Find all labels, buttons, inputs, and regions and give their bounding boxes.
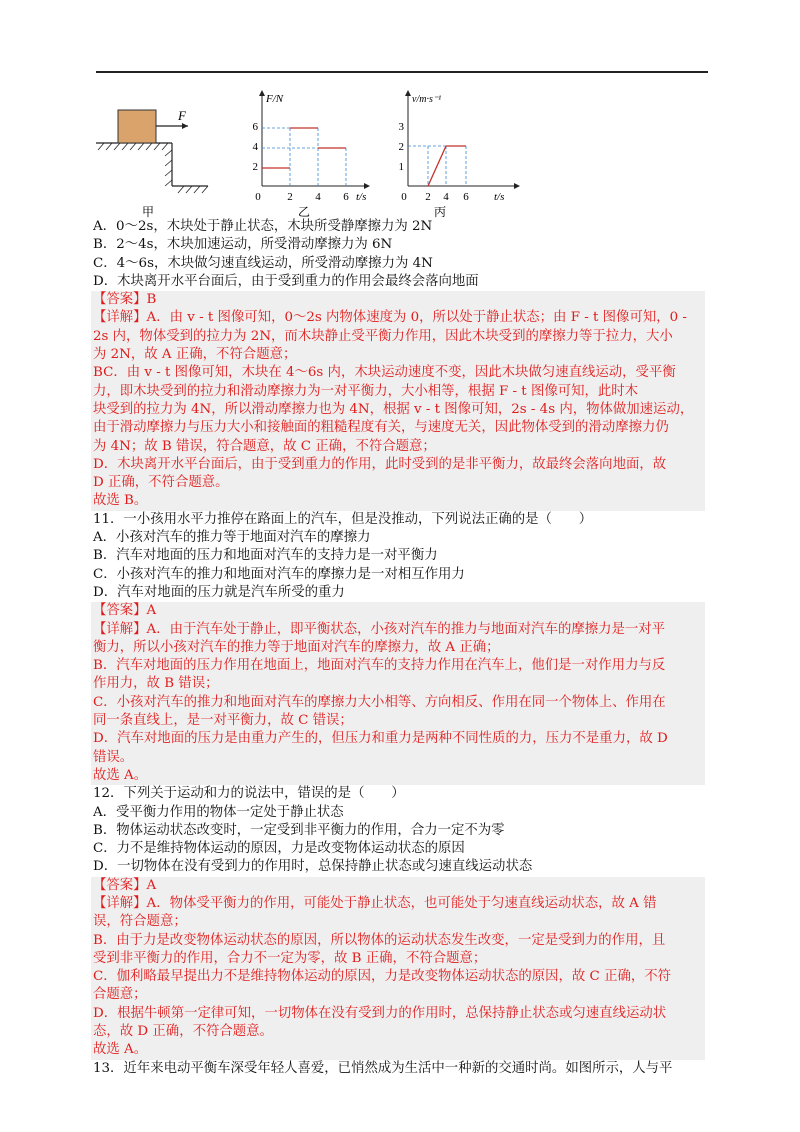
bing-ytick: 3 [398,121,404,133]
explanation-line: 为 2N，故 A 正确，不符合题意； [93,347,297,363]
yi-xtick: 6 [343,191,349,203]
explanation-line: 同一条直线上，是一对平衡力，故 C 错误； [93,713,353,729]
explanation-line: 由于滑动摩擦力与压力大小和接触面的粗糙程度有关，与速度无关，因此物体受到的滑动摩擦力仍 [93,420,669,436]
q11-options [93,529,705,602]
option: A．小孩对汽车的推力等于地面对汽车的摩擦力 [93,530,371,546]
q12-stem: 12．下列关于运动和力的说法中，错误的是（ ） [93,786,405,802]
q13-stem: 13．近年来电动平衡车深受年轻人喜爱，已悄然成为生活中一种新的交通时尚。如图所示，人与平 [93,1060,673,1076]
option: D．汽车对地面的压力就是汽车所受的重力 [93,584,345,600]
yi-xlabel: t/s [356,191,367,203]
q10-options [93,218,705,291]
bing-ytick: 1 [398,161,404,173]
explanation-line: 合题意； [93,987,147,1003]
explanation-line: C．伽利略最早提出力不是维持物体运动的原因，力是改变物体运动状态的原因，故 C 正确，不符 [93,969,672,985]
option: B．物体运动状态改变时，一定受到非平衡力的作用，合力一定不为零 [93,822,505,838]
q11-stem: 11．一小孩用水平力推停在路面上的汽车，但是没推动，下列说法正确的是（ ） [93,511,593,527]
page-content [93,218,705,1078]
yi-ytick: 6 [252,121,258,133]
figure-yi [240,88,380,228]
yi-ylabel: F/N [266,93,284,105]
option: A．受平衡力作用的物体一定处于静止状态 [93,804,344,820]
option: C．力不是维持物体运动的原因，力是改变物体运动状态的原因 [93,841,465,857]
header-rule [96,71,708,73]
answer: 【答案】A [93,603,157,619]
yi-ytick: 4 [252,141,258,153]
figure-bing [390,88,530,228]
force-label: F [178,108,186,123]
option: D．木块离开水平台面后，由于受到重力的作用会最终会落向地面 [93,273,479,289]
figure-bing-label: 丙 [434,205,447,219]
yi-xtick: 4 [315,191,321,203]
explanation-line: D 正确，不符合题意。 [93,475,229,491]
bing-ylabel: v/m·s⁻¹ [412,94,442,105]
q11-answer-block [91,602,705,785]
option: C．小孩对汽车的推力和地面对汽车的摩擦力是一对相互作用力 [93,566,465,582]
option: A．0～2s，木块处于静止状态，木块所受静摩擦力为 2N [93,219,433,234]
explanation-line: B．由于力是改变物体运动状态的原因，所以物体的运动状态发生改变，一定是受到力的作用，且 [93,932,666,948]
explanation-line: 【详解】A．物体受平衡力的作用，可能处于静止状态，也可能处于匀速直线运动状态，故 A 错 [93,895,657,911]
option: B．汽车对地面的压力和地面对汽车的支持力是一对平衡力 [93,548,438,564]
option: C．4～6s，木块做匀速直线运动，所受滑动摩擦力为 4N [93,255,433,271]
explanation-line: 故选 B。 [93,493,148,509]
bing-xlabel: t/s [494,191,505,203]
yi-xtick: 0 [255,191,261,203]
option: B．2～4s，木块加速运动，所受滑动摩擦力为 6N [93,237,393,253]
explanation-line: 2s 内，物体受到的拉力为 2N，而木块静止受平衡力作用，因此木块受到的摩擦力等于拉力，大小 [93,328,673,344]
q10-answer-block [91,291,705,511]
question-10-figures [90,88,530,228]
explanation-line: 力，即木块受到的拉力和滑动摩擦力为一对平衡力，大小相等，根据 F - t 图像可知，此时木 [93,383,639,399]
bing-xtick: 0 [401,191,407,203]
explanation-line: 【详解】A．由 v - t 图像可知，0～2s 内物体速度为 0，所以处于静止状态；由 F - t 图像可知，0 - [93,310,687,326]
explanation-line: 作用力，故 B 错误； [93,676,219,692]
explanation-line: 态，故 D 正确，不符合题意。 [93,1024,273,1040]
bing-ytick: 2 [398,141,404,153]
explanation-line: 受到非平衡力的作用，合力不一定为零，故 B 正确，不符合题意； [93,950,487,966]
explanation-line: C．小孩对汽车的推力和地面对汽车的摩擦力大小相等、方向相反、作用在同一个物体上、作用在 [93,694,666,710]
figure-jia [90,88,210,228]
yi-ytick: 2 [252,161,258,173]
explanation-line: 误，符合题意； [93,914,187,930]
explanation-line: 错误。 [93,749,134,765]
q12-options [93,804,705,877]
yi-xtick: 2 [287,191,293,203]
explanation-line: D．根据牛顿第一定律可知，一切物体在没有受到力的作用时，总保持静止状态或匀速直线运动状 [93,1005,667,1021]
answer: 【答案】B [93,292,157,308]
explanation-line: 衡力，所以小孩对汽车的推力等于地面对汽车的摩擦力，故 A 正确； [93,639,500,655]
explanation-line: BC．由 v - t 图像可知，木块在 4～6s 内，木块运动速度不变，因此木块做匀速直线运动，受平衡 [93,365,676,381]
explanation-line: D．木块离开水平台面后，由于受到重力的作用，此时受到的是非平衡力，故最终会落向地面，故 [93,456,667,472]
figure-yi-label: 乙 [298,205,311,219]
bing-xtick: 4 [443,191,449,203]
q12-answer-block [91,877,705,1060]
bing-xtick: 2 [425,191,431,203]
explanation-line: 故选 A。 [93,767,148,783]
explanation-line: 块受到的拉力为 4N，所以滑动摩擦力也为 4N，根据 v - t 图像可知，2s - 4s 内，物体做加速运动， [93,401,694,417]
bing-xtick: 6 [463,191,469,203]
figure-jia-label: 甲 [142,205,155,219]
explanation-line: 【详解】A．由于汽车处于静止，即平衡状态，小孩对汽车的推力与地面对汽车的摩擦力是一对平 [93,621,666,637]
answer: 【答案】A [93,877,157,893]
explanation-line: 为 4N；故 B 错误，符合题意，故 C 正确，不符合题意； [93,438,436,454]
explanation-line: 故选 A。 [93,1042,148,1058]
option: D．一切物体在没有受到力的作用时，总保持静止状态或匀速直线运动状态 [93,859,533,875]
explanation-line: D．汽车对地面的压力是由重力产生的，但压力和重力是两种不同性质的力，压力不是重力，故 D [93,731,668,747]
explanation-line: B．汽车对地面的压力作用在地面上，地面对汽车的支持力作用在汽车上，他们是一对作用力与反 [93,658,666,674]
